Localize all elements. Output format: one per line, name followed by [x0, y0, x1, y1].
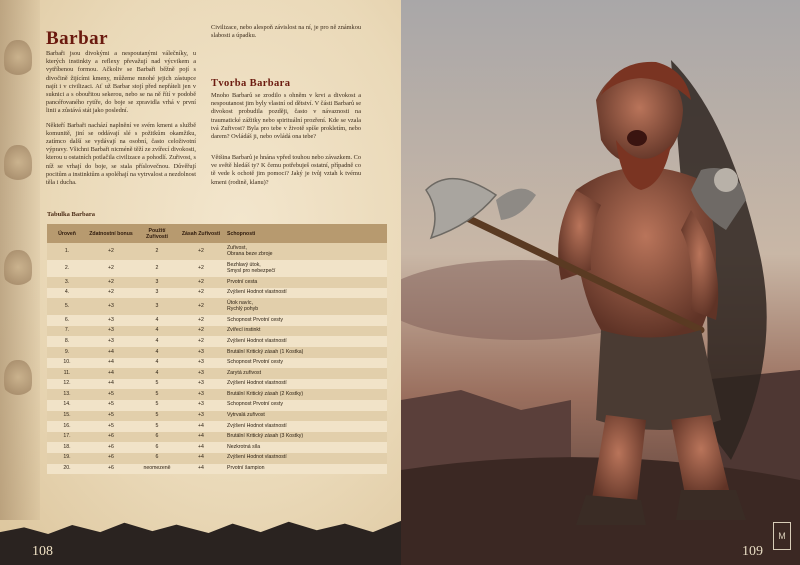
table-body — [47, 243, 387, 474]
table-row — [47, 389, 387, 400]
cell-features: Schopnost Prvotní cesty — [223, 400, 387, 411]
margin-face-ornament — [4, 145, 32, 183]
table-row — [47, 421, 387, 432]
section-column — [211, 92, 361, 147]
cell-features: Zvýšení Hodnot vlastností — [223, 379, 387, 390]
cell-rages: 4 — [135, 368, 179, 379]
cell-rage-damage: +2 — [179, 336, 223, 347]
table-row — [47, 347, 387, 358]
cell-proficiency: +2 — [87, 277, 135, 288]
cell-proficiency: +4 — [87, 347, 135, 358]
cell-level: 4. — [47, 288, 87, 299]
cell-proficiency: +6 — [87, 464, 135, 475]
cell-proficiency: +4 — [87, 379, 135, 390]
table-row — [47, 453, 387, 464]
margin-face-ornament — [4, 360, 32, 398]
cell-rages: 2 — [135, 243, 179, 260]
cell-rage-damage: +2 — [179, 298, 223, 315]
cell-rage-damage: +2 — [179, 277, 223, 288]
barbarian-illustration — [401, 0, 800, 565]
cell-level: 19. — [47, 453, 87, 464]
table-row — [47, 336, 387, 347]
section-paragraph: Většina Barbarů je hnána vpřed touhou nebo závazkem. Co ve světě hledáš ty? K čemu potřebuješ ostatní, případně co tě vede k ochotě jim pomoci? Jaký je tvůj vztah k tvému kmeni (rodině, klanu)? — [211, 154, 361, 186]
cell-features: Zvýšení Hodnot vlastností — [223, 453, 387, 464]
cell-proficiency: +5 — [87, 400, 135, 411]
cell-rages: 5 — [135, 411, 179, 422]
cell-rage-damage: +2 — [179, 326, 223, 337]
intro-paragraph: Barbaři jsou divokými a nespoutanými válečníky, u kterých instinkty a reflexy převažují nad výcvikem a vytříbenou formou. Ačkoliv se Barbaři běžně pojí s divočině žijícími kmeny, můžeme mnohé jejich zástupce najít i v civilizaci. Ať už Barbar stojí před nepřáteli jen v suknici a s obouřitou sekerou, nebo se na ně řítí v podobě pancéřovaného rytíře, do boje se zpravidla vrhá v první linii a zůstává stát jako poslední. — [46, 50, 196, 115]
cell-rages: 3 — [135, 288, 179, 299]
cell-rages: 6 — [135, 432, 179, 443]
right-boot — [676, 490, 746, 520]
cell-level: 3. — [47, 277, 87, 288]
barbarian-painting — [401, 0, 800, 565]
cell-level: 5. — [47, 298, 87, 315]
table-row — [47, 400, 387, 411]
cell-features: Bezhlavý útok, Smysl pro nebezpečí — [223, 260, 387, 277]
cell-level: 11. — [47, 368, 87, 379]
table-row — [47, 277, 387, 288]
cell-proficiency: +3 — [87, 315, 135, 326]
cell-proficiency: +3 — [87, 336, 135, 347]
cell-proficiency: +6 — [87, 442, 135, 453]
cell-level: 9. — [47, 347, 87, 358]
cell-level: 17. — [47, 432, 87, 443]
cell-rages: 5 — [135, 389, 179, 400]
cell-features: Brutální Kritický zásah (3 Kostky) — [223, 432, 387, 443]
cell-proficiency: +5 — [87, 421, 135, 432]
cell-rage-damage: +3 — [179, 411, 223, 422]
page-title: Barbar — [46, 28, 109, 49]
table-row — [47, 432, 387, 443]
cell-level: 1. — [47, 243, 87, 260]
cell-rages: 4 — [135, 358, 179, 369]
left-boot — [576, 495, 646, 525]
header-rages: Použití Zuřivosti — [135, 224, 179, 243]
cell-features: Vytrvalá zuřivost — [223, 411, 387, 422]
cell-proficiency: +2 — [87, 288, 135, 299]
publisher-logo: M — [773, 522, 791, 550]
cell-proficiency: +4 — [87, 358, 135, 369]
cell-rages: 4 — [135, 347, 179, 358]
cell-level: 16. — [47, 421, 87, 432]
cell-rages: 6 — [135, 442, 179, 453]
cell-features: Zvýšení Hodnot vlastností — [223, 288, 387, 299]
cell-rage-damage: +4 — [179, 432, 223, 443]
table-header-row — [47, 224, 387, 243]
table-row — [47, 326, 387, 337]
cell-rages: 3 — [135, 277, 179, 288]
cell-proficiency: +2 — [87, 260, 135, 277]
header-rage-damage: Zásah Zuřivosti — [179, 224, 223, 243]
cell-features: Zvířecí instinkt — [223, 326, 387, 337]
table-row — [47, 464, 387, 475]
header-proficiency: Zdatnostní bonus — [87, 224, 135, 243]
cell-rage-damage: +3 — [179, 358, 223, 369]
section-title: Tvorba Barbara — [211, 78, 291, 89]
margin-face-ornament — [4, 250, 32, 288]
cell-features: Prvotní cesta — [223, 277, 387, 288]
cell-rage-damage: +2 — [179, 243, 223, 260]
second-column-top — [211, 24, 361, 46]
cell-level: 7. — [47, 326, 87, 337]
cell-level: 13. — [47, 389, 87, 400]
kilt — [596, 330, 721, 430]
cell-rages: 2 — [135, 260, 179, 277]
cell-rage-damage: +4 — [179, 464, 223, 475]
cell-level: 15. — [47, 411, 87, 422]
cell-rage-damage: +3 — [179, 379, 223, 390]
intro-paragraph: Někteří Barbaři nachází naplnění ve svém kmeni a službě komunitě, jiní se oddávají slé s požitkům okamžiku, zatímco další se vydávají na osobní, často celoživotní výpravy. Všichni Barbaři nicméně těží ze zvířecí divokosti, kterou u ostatních potlačila civilizace a pohodlí. Zuřivost, s níž se vrhají do boje, se stala příslovečnou. Důvěřují pocitům a instinktům a spoléhají na vytrvalost a nezdolnost těla i ducha. — [46, 121, 196, 187]
cell-rage-damage: +3 — [179, 347, 223, 358]
table-row — [47, 298, 387, 315]
cell-rages: neomezeně — [135, 464, 179, 475]
cell-proficiency: +5 — [87, 389, 135, 400]
table-row — [47, 260, 387, 277]
cell-features: Nezkrotná síla — [223, 442, 387, 453]
cell-rages: 6 — [135, 453, 179, 464]
cell-features: Brutální Kritický zásah (2 Kostky) — [223, 389, 387, 400]
cell-level: 18. — [47, 442, 87, 453]
cell-rages: 4 — [135, 326, 179, 337]
skull-ornament — [714, 168, 738, 192]
cell-rage-damage: +4 — [179, 442, 223, 453]
cell-level: 12. — [47, 379, 87, 390]
table-row — [47, 379, 387, 390]
cell-rage-damage: +3 — [179, 389, 223, 400]
barbarian-table — [47, 224, 387, 474]
cell-proficiency: +3 — [87, 298, 135, 315]
cell-rages: 5 — [135, 400, 179, 411]
cell-proficiency: +3 — [87, 326, 135, 337]
cell-rage-damage: +2 — [179, 315, 223, 326]
cell-level: 6. — [47, 315, 87, 326]
cell-features: Schopnost Prvotní cesty — [223, 315, 387, 326]
cell-rage-damage: +2 — [179, 260, 223, 277]
section-column-2 — [211, 154, 361, 193]
cell-rage-damage: +3 — [179, 400, 223, 411]
cell-proficiency: +6 — [87, 453, 135, 464]
table-row — [47, 368, 387, 379]
cell-level: 10. — [47, 358, 87, 369]
cell-rages: 3 — [135, 298, 179, 315]
cell-features: Brutální Kritický zásah (1 Kostka) — [223, 347, 387, 358]
cell-rage-damage: +4 — [179, 453, 223, 464]
cell-level: 20. — [47, 464, 87, 475]
cell-features: Zuřivost, Obrana beze zbroje — [223, 243, 387, 260]
table-row — [47, 411, 387, 422]
cell-proficiency: +2 — [87, 243, 135, 260]
cell-features: Zarytá zuřivost — [223, 368, 387, 379]
section-paragraph: Mnoho Barbarů se zrodilo s ohněm v krvi a divokost a nespoutanost jim byly vlastní od dětství. V části Barbarů se divokost probudila později, často v návaznosti na traumatické zážitky nebo spirituální prozření. Kde se vzala tvá Zuřivost? Byla pro tebe v životě spíše prokletím, nebo darem? Ovládáš ji, nebo ovládá ona tebe? — [211, 92, 361, 141]
table-row — [47, 243, 387, 260]
cell-features: Zvýšení Hodnot vlastností — [223, 336, 387, 347]
header-level: Úroveň — [47, 224, 87, 243]
table-row — [47, 315, 387, 326]
table-title: Tabulka Barbara — [47, 211, 95, 218]
cell-features: Útok navíc, Rychlý pohyb — [223, 298, 387, 315]
cell-rages: 5 — [135, 379, 179, 390]
cell-rages: 4 — [135, 336, 179, 347]
cell-level: 14. — [47, 400, 87, 411]
cell-features: Prvotní šampion — [223, 464, 387, 475]
intro-column — [46, 50, 196, 193]
cell-proficiency: +5 — [87, 411, 135, 422]
margin-face-ornament — [4, 40, 32, 78]
cell-features: Schopnost Prvotní cesty — [223, 358, 387, 369]
cell-proficiency: +6 — [87, 432, 135, 443]
table-row — [47, 358, 387, 369]
header-features: Schopnosti — [223, 224, 387, 243]
continued-paragraph: Civilizace, nebo alespoň závislost na ní, je pro ně známkou slabosti a úpadku. — [211, 24, 361, 40]
torn-edge — [0, 518, 401, 565]
table-row — [47, 442, 387, 453]
cell-features: Zvýšení Hodnot vlastností — [223, 421, 387, 432]
page-number-left: 108 — [32, 544, 53, 559]
cell-rages: 5 — [135, 421, 179, 432]
page-number-right: 109 — [742, 544, 763, 559]
cell-rage-damage: +2 — [179, 288, 223, 299]
margin-decoration — [0, 0, 40, 520]
cell-level: 8. — [47, 336, 87, 347]
table-row — [47, 288, 387, 299]
cell-rages: 4 — [135, 315, 179, 326]
cell-rage-damage: +3 — [179, 368, 223, 379]
cell-level: 2. — [47, 260, 87, 277]
cell-rage-damage: +4 — [179, 421, 223, 432]
cell-proficiency: +4 — [87, 368, 135, 379]
